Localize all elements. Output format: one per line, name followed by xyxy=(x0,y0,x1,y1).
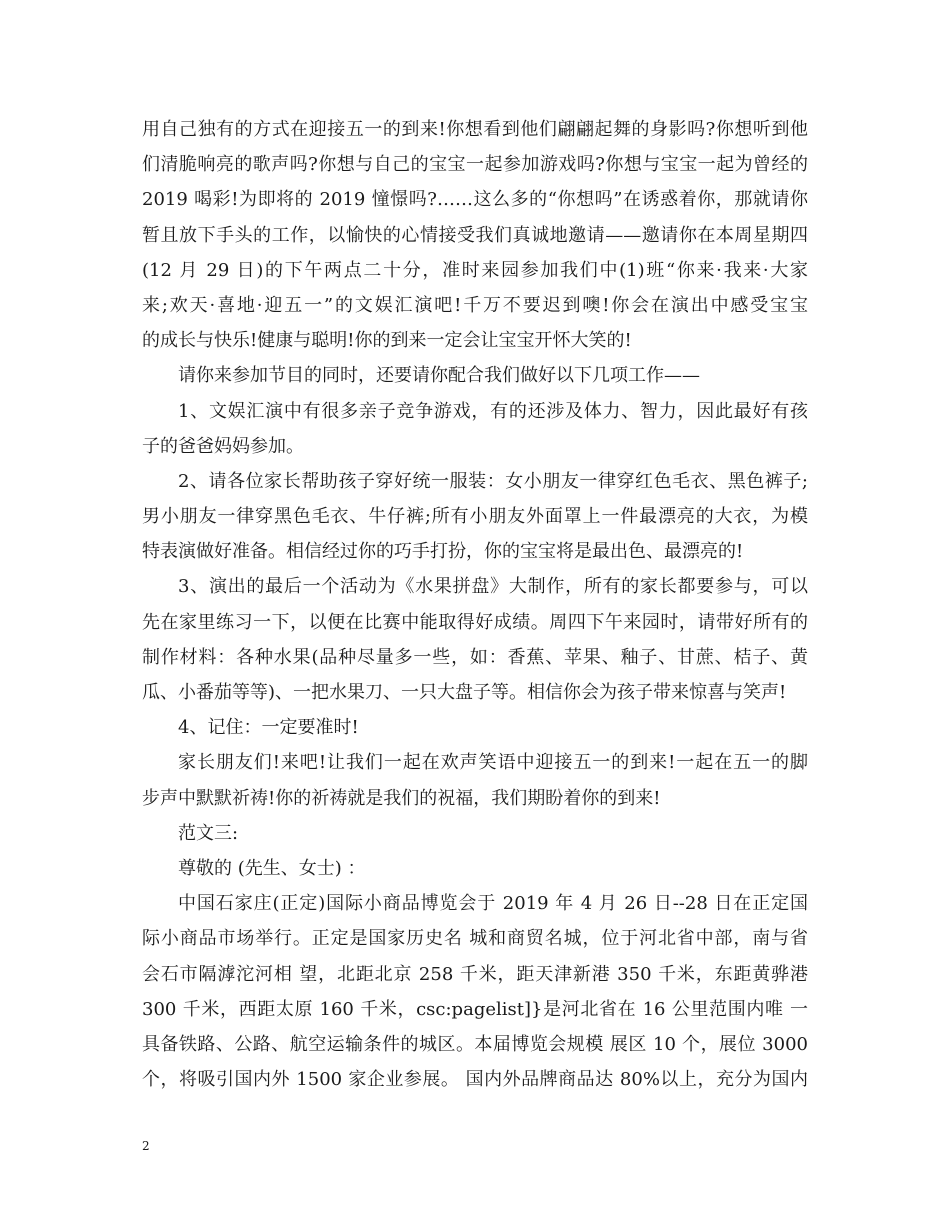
text-line: 1、文娱汇演中有很多亲子竞争游戏，有的还涉及体力、智力，因此最好有孩 xyxy=(178,400,808,422)
text-line: 范文三: xyxy=(178,822,239,844)
text-line: 尊敬的 (先生、女士) ： xyxy=(178,857,366,879)
text-line: 先在家里练习一下，以便在比赛中能取得好成绩。周四下午来园时，请带好所有的 xyxy=(142,611,808,633)
text-line: 300 千米，西距太原 160 千米，csc:pagelist]}是河北省在 16 公里范围内唯 一 xyxy=(142,998,808,1020)
text-line: 个，将吸引国内外 1500 家企业参展。 国内外品牌商品达 80%以上，充分为国内 xyxy=(142,1069,808,1091)
text-line: 2、请各位家长帮助孩子穿好统一服装：女小朋友一律穿红色毛衣、黑色裤子; xyxy=(178,470,808,492)
text-line: 男小朋友一律穿黑色毛衣、牛仔裤;所有小朋友外面罩上一件最漂亮的大衣，为模 xyxy=(142,506,808,528)
document-body xyxy=(142,112,808,1097)
text-line: 会石市隔滹沱河相 望，北距北京 258 千米，距天津新港 350 千米，东距黄骅港 xyxy=(142,963,808,985)
text-line: 特表演做好准备。相信经过你的巧手打扮，你的宝宝将是最出色、最漂亮的! xyxy=(142,541,744,563)
page-number: 2 xyxy=(142,1139,150,1153)
text-line: 瓜、小番茄等等)、一把水果刀、一只大盘子等。相信你会为孩子带来惊喜与笑声! xyxy=(142,682,787,703)
text-line: 们清脆响亮的歌声吗?你想与自己的宝宝一起参加游戏吗?你想与宝宝一起为曾经的 xyxy=(142,154,808,176)
text-line: 家长朋友们!来吧!让我们一起在欢声笑语中迎接五一的到来!一起在五一的脚 xyxy=(178,752,808,774)
text-line: 步声中默默祈祷!你的祈祷就是我们的祝福，我们期盼着你的到来! xyxy=(142,787,661,809)
text-line: 暂且放下手头的工作，以愉快的心情接受我们真诚地邀请——邀请你在本周星期四 xyxy=(142,224,808,246)
text-line: 3、演出的最后一个活动为《水果拼盘》大制作，所有的家长都要参与，可以 xyxy=(178,576,808,598)
text-line: 子的爸爸妈妈参加。 xyxy=(142,435,304,457)
text-line: 制作材料：各种水果(品种尽量多一些，如：香蕉、苹果、釉子、甘蔗、桔子、黄 xyxy=(142,646,808,668)
text-line: 4、记住：一定要准时! xyxy=(178,717,359,739)
text-line: 请你来参加节目的同时，还要请你配合我们做好以下几项工作—— xyxy=(178,365,700,387)
text-line: 用自己独有的方式在迎接五一的到来!你想看到他们翩翩起舞的身影吗?你想听到他 xyxy=(142,119,808,140)
text-line: (12 月 29 日)的下午两点二十分，准时来园参加我们中(1)班“你来·我来·大家 xyxy=(142,259,808,281)
text-line: 际小商品市场举行。正定是国家历史名 城和商贸名城，位于河北省中部，南与省 xyxy=(142,928,808,950)
text-line: 2019 喝彩!为即将的 2019 憧憬吗?……这么多的“你想吗”在诱惑着你，那就请你 xyxy=(142,189,808,211)
text-line: 具备铁路、公路、航空运输条件的城区。本届博览会规模 展区 10 个，展位 3000 xyxy=(142,1033,808,1055)
text-line: 中国石家庄(正定)国际小商品博览会于 2019 年 4 月 26 日--28 日在正定国 xyxy=(178,893,808,915)
text-line: 的成长与快乐!健康与聪明!你的到来一定会让宝宝开怀大笑的! xyxy=(142,330,632,352)
text-line: 来;欢天·喜地·迎五一”的文娱汇演吧!千万不要迟到噢!你会在演出中感受宝宝 xyxy=(142,294,808,316)
